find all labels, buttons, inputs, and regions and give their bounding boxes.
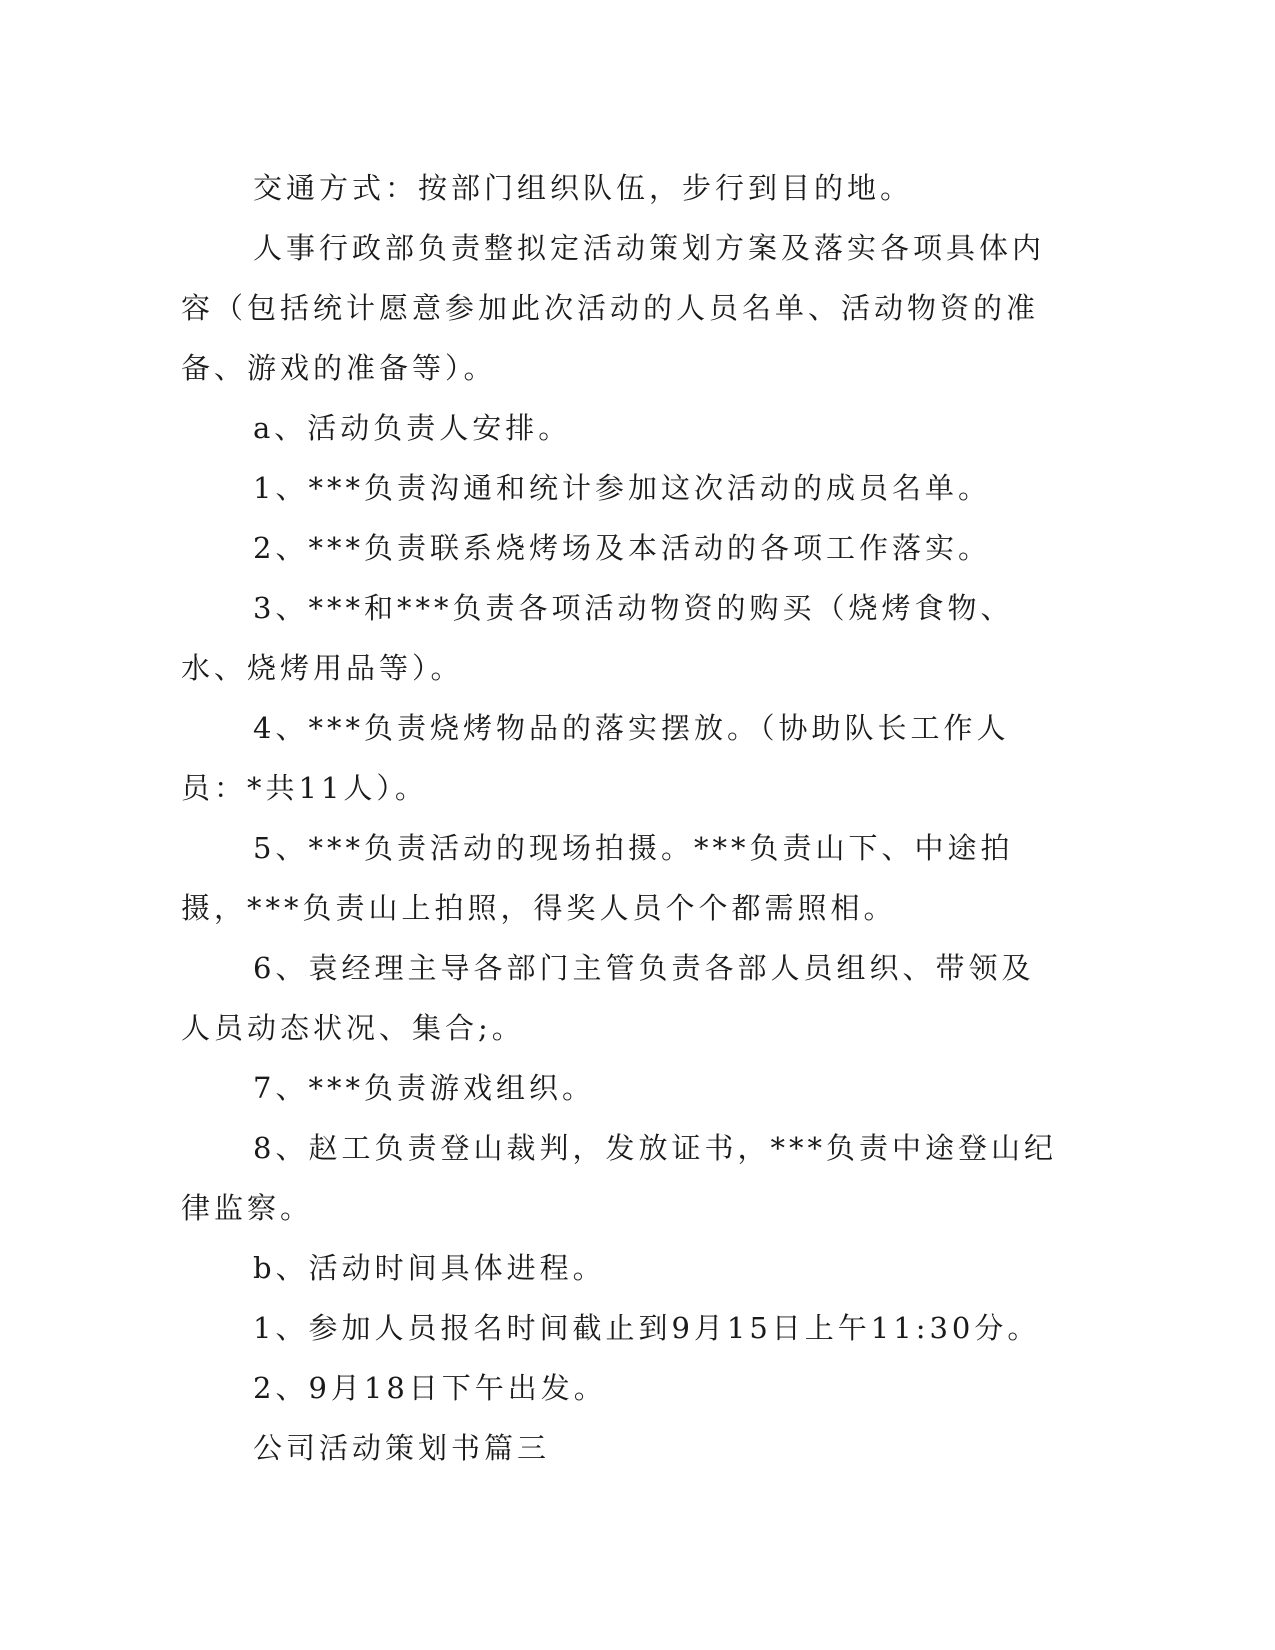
list-item: 8、赵工负责登山裁判，发放证书，***负责中途登山纪律监察。 xyxy=(181,1131,1057,1225)
list-item: 2、9月18日下午出发。 xyxy=(253,1371,607,1405)
list-item: 1、***负责沟通和统计参加这次活动的成员名单。 xyxy=(253,471,991,505)
list-item: 3、***和***负责各项活动物资的购买（烧烤食物、水、烧烤用品等）。 xyxy=(181,591,1014,685)
section-heading-b: b、活动时间具体进程。 xyxy=(253,1251,606,1285)
list-item: 6、袁经理主导各部门主管负责各部人员组织、带领及人员动态状况、集合;。 xyxy=(181,951,1035,1045)
section-heading-a: a、活动负责人安排。 xyxy=(253,411,572,445)
section-title: 公司活动策划书篇三 xyxy=(253,1431,551,1465)
paragraph-transport: 交通方式：按部门组织队伍，步行到目的地。 xyxy=(253,171,914,205)
list-item: 4、***负责烧烤物品的落实摆放。（协助队长工作人员：*共11人）。 xyxy=(181,711,1010,805)
list-item: 2、***负责联系烧烤场及本活动的各项工作落实。 xyxy=(253,531,991,565)
list-item: 1、参加人员报名时间截止到9月15日上午11:30分。 xyxy=(253,1311,1041,1345)
list-item: 5、***负责活动的现场拍摄。***负责山下、中途拍摄，***负责山上拍照，得奖人员个个都需照相。 xyxy=(181,831,1014,925)
paragraph-hr-responsibility: 人事行政部负责整拟定活动策划方案及落实各项具体内容（包括统计愿意参加此次活动的人员名单、活动物资的准备、游戏的准备等）。 xyxy=(181,231,1046,385)
list-item: 7、***负责游戏组织。 xyxy=(253,1071,595,1105)
document-body xyxy=(181,158,1061,1478)
